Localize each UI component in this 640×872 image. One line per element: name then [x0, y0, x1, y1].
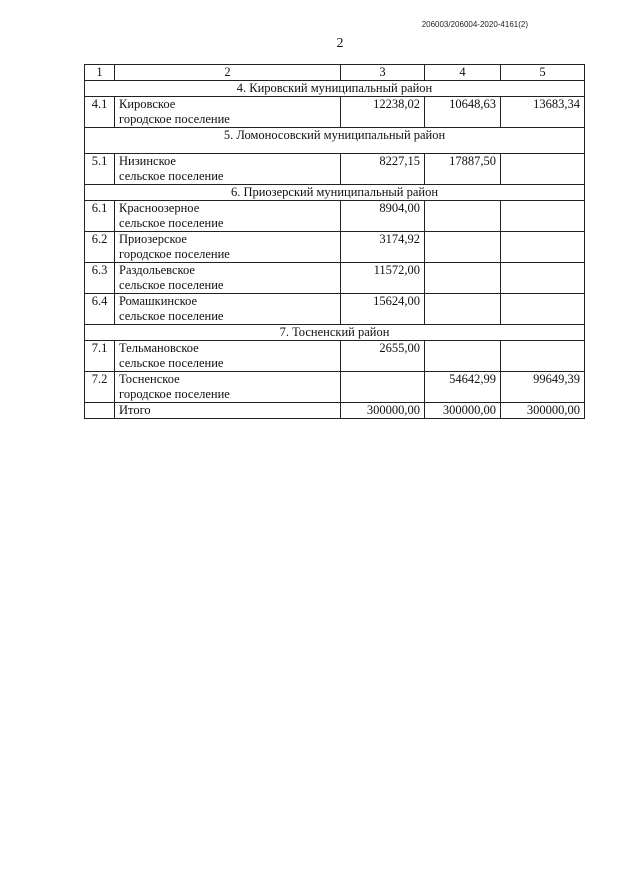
settlement-name-line1: Кировское — [119, 97, 176, 111]
table-header-row — [85, 65, 585, 81]
settlement-name-line2: городское поселение — [119, 247, 230, 261]
data-table — [84, 64, 585, 419]
table-row — [85, 294, 585, 325]
settlement-name-line1: Низинское — [119, 154, 176, 168]
row-number: 7.1 — [85, 341, 115, 372]
row-number — [85, 403, 115, 419]
value-col3: 8227,15 — [341, 154, 425, 185]
table-row — [85, 154, 585, 185]
row-number: 6.4 — [85, 294, 115, 325]
column-header: 2 — [115, 65, 341, 81]
column-header: 5 — [501, 65, 585, 81]
settlement-name — [115, 341, 341, 372]
settlement-name — [115, 263, 341, 294]
document-id: 206003/206004-2020-4161(2) — [421, 20, 528, 29]
settlement-name-line2: городское поселение — [119, 112, 230, 126]
table-row — [85, 97, 585, 128]
value-col5: 99649,39 — [501, 372, 585, 403]
page-number: 2 — [336, 36, 344, 51]
table-row — [85, 372, 585, 403]
value-col3: 8904,00 — [341, 201, 425, 232]
value-col3 — [341, 372, 425, 403]
section-title: 6. Приозерский муниципальный район — [85, 185, 585, 201]
row-number: 6.1 — [85, 201, 115, 232]
settlement-name-line2: сельское поселение — [119, 278, 224, 292]
settlement-name-line2: городское поселение — [119, 387, 230, 401]
value-col5 — [501, 341, 585, 372]
section-title: 7. Тосненский район — [85, 325, 585, 341]
value-col4 — [425, 263, 501, 294]
value-col4: 10648,63 — [425, 97, 501, 128]
column-header: 3 — [341, 65, 425, 81]
settlement-name-line2: сельское поселение — [119, 356, 224, 370]
table-row — [85, 232, 585, 263]
section-title: 4. Кировский муниципальный район — [85, 81, 585, 97]
settlement-name-line1: Тосненское — [119, 372, 180, 386]
total-col3: 300000,00 — [341, 403, 425, 419]
value-col3: 12238,02 — [341, 97, 425, 128]
settlement-name — [115, 97, 341, 128]
table-row — [85, 201, 585, 232]
total-col5: 300000,00 — [501, 403, 585, 419]
table-row — [85, 263, 585, 294]
settlement-name-line2: сельское поселение — [119, 309, 224, 323]
value-col4 — [425, 232, 501, 263]
value-col3: 3174,92 — [341, 232, 425, 263]
settlement-name — [115, 372, 341, 403]
settlement-name-line1: Раздольевское — [119, 263, 195, 277]
value-col4 — [425, 294, 501, 325]
value-col5: 13683,34 — [501, 97, 585, 128]
settlement-name — [115, 201, 341, 232]
section-title: 5. Ломоносовский муниципальный район — [85, 128, 585, 154]
column-header: 4 — [425, 65, 501, 81]
row-number: 6.2 — [85, 232, 115, 263]
row-number: 6.3 — [85, 263, 115, 294]
section-row — [85, 325, 585, 341]
value-col4 — [425, 201, 501, 232]
settlement-name-line2: сельское поселение — [119, 216, 224, 230]
settlement-name-line1: Ромашкинское — [119, 294, 198, 308]
total-col4: 300000,00 — [425, 403, 501, 419]
total-row — [85, 403, 585, 419]
total-label: Итого — [115, 403, 341, 419]
section-row — [85, 185, 585, 201]
settlement-name — [115, 294, 341, 325]
settlement-name-line1: Тельмановское — [119, 341, 199, 355]
section-row — [85, 81, 585, 97]
settlement-name-line2: сельское поселение — [119, 169, 224, 183]
value-col5 — [501, 201, 585, 232]
value-col3: 15624,00 — [341, 294, 425, 325]
settlement-name — [115, 154, 341, 185]
value-col3: 11572,00 — [341, 263, 425, 294]
value-col4 — [425, 341, 501, 372]
value-col5 — [501, 154, 585, 185]
settlement-name — [115, 232, 341, 263]
settlement-name-line1: Красноозерное — [119, 201, 200, 215]
value-col5 — [501, 232, 585, 263]
row-number: 7.2 — [85, 372, 115, 403]
row-number: 4.1 — [85, 97, 115, 128]
column-header: 1 — [85, 65, 115, 81]
value-col5 — [501, 294, 585, 325]
value-col3: 2655,00 — [341, 341, 425, 372]
settlement-name-line1: Приозерское — [119, 232, 187, 246]
value-col4: 54642,99 — [425, 372, 501, 403]
value-col5 — [501, 263, 585, 294]
table-row — [85, 341, 585, 372]
value-col4: 17887,50 — [425, 154, 501, 185]
row-number: 5.1 — [85, 154, 115, 185]
section-row — [85, 128, 585, 154]
